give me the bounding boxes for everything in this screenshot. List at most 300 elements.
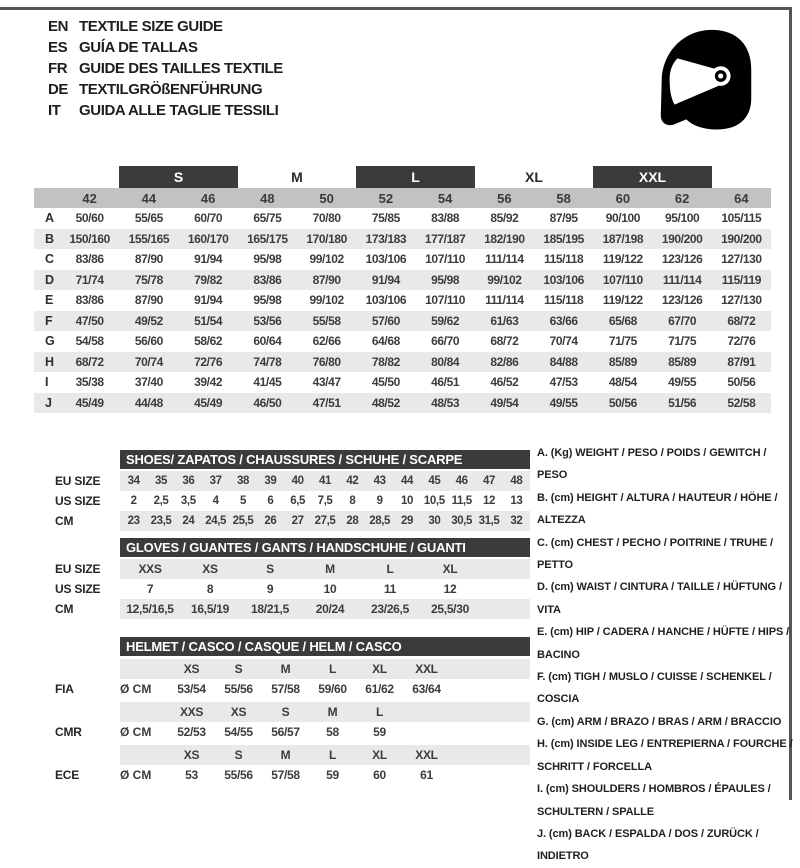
measure-label: Ø CM bbox=[120, 682, 152, 696]
row-values bbox=[120, 579, 530, 599]
table-cell: 41/45 bbox=[253, 375, 282, 390]
table-cell: 48/54 bbox=[608, 375, 637, 390]
row-letter: E bbox=[45, 293, 54, 308]
table-cell: 75/85 bbox=[371, 211, 400, 226]
row-values bbox=[60, 229, 771, 250]
size-label: M bbox=[280, 748, 291, 762]
table-cell: 54/58 bbox=[75, 334, 104, 349]
table-cell: 30 bbox=[428, 515, 441, 527]
table-cell: 45/50 bbox=[371, 375, 400, 390]
language-title-list bbox=[48, 16, 283, 121]
table-cell: 52/53 bbox=[177, 725, 206, 739]
size-number: 64 bbox=[734, 190, 749, 206]
table-cell: 63/64 bbox=[412, 682, 441, 696]
table-cell: 70/80 bbox=[312, 211, 341, 226]
table-cell: 50/56 bbox=[727, 375, 756, 390]
size-group-s: S bbox=[119, 166, 238, 188]
table-cell: 61 bbox=[420, 768, 433, 782]
table-cell: 42 bbox=[346, 475, 359, 487]
table-cell: 46/50 bbox=[253, 395, 282, 410]
row-values bbox=[60, 331, 771, 352]
table-cell: 107/110 bbox=[602, 272, 643, 287]
row-values bbox=[168, 722, 450, 742]
size-number: 54 bbox=[437, 190, 453, 206]
row-letter: C bbox=[45, 252, 55, 267]
table-cell: 160/170 bbox=[187, 231, 229, 246]
table-cell: 28,5 bbox=[369, 515, 391, 527]
size-number: 44 bbox=[141, 190, 157, 206]
measure-label: Ø CM bbox=[120, 725, 152, 739]
table-cell: L bbox=[386, 562, 394, 576]
table-cell: 50/60 bbox=[75, 211, 104, 226]
row-label: EU SIZE bbox=[55, 474, 101, 488]
table-cell: 24,5 bbox=[205, 515, 227, 527]
table-row bbox=[34, 208, 771, 229]
table-cell: 37 bbox=[209, 475, 222, 487]
table-cell: 29 bbox=[400, 515, 413, 527]
table-cell: 32 bbox=[510, 515, 523, 527]
size-label: XXS bbox=[179, 705, 204, 719]
size-label: S bbox=[281, 705, 290, 719]
helmet-value-row-cmr bbox=[34, 722, 530, 742]
table-cell: 27,5 bbox=[314, 515, 336, 527]
table-cell: 39/42 bbox=[194, 375, 223, 390]
table-cell: 6 bbox=[267, 495, 274, 507]
guide-title: TEXTILE SIZE GUIDE bbox=[79, 18, 223, 35]
table-cell: 68/72 bbox=[490, 334, 519, 349]
guide-title: GUIDE DES TAILLES TEXTILE bbox=[79, 60, 283, 77]
table-cell: 99/102 bbox=[309, 252, 344, 267]
table-cell: 182/190 bbox=[484, 231, 525, 246]
table-cell: 25,5 bbox=[232, 515, 254, 527]
table-cell: 170/180 bbox=[306, 231, 347, 246]
language-code: DE bbox=[48, 81, 69, 98]
gloves-header: GLOVES / GUANTES / GANTS / HANDSCHUHE / GUANTI bbox=[120, 538, 530, 557]
row-values bbox=[60, 208, 771, 229]
row-label: US SIZE bbox=[55, 494, 101, 508]
table-cell: 49/55 bbox=[549, 395, 578, 410]
table-cell: 3,5 bbox=[180, 495, 196, 507]
table-cell: 36 bbox=[182, 475, 195, 487]
language-row bbox=[48, 37, 283, 58]
table-cell: 107/110 bbox=[425, 293, 466, 308]
table-cell: 85/89 bbox=[668, 354, 697, 369]
table-cell: 190/200 bbox=[661, 231, 703, 246]
table-row bbox=[34, 311, 771, 332]
table-cell: 70/74 bbox=[549, 334, 578, 349]
legend-item: I. (cm) SHOULDERS / HOMBROS / ÉPAULES / SCHULTERN / SPALLE bbox=[537, 783, 771, 818]
language-row bbox=[48, 16, 283, 37]
legend-item: H. (cm) INSIDE LEG / ENTREPIERNA / FOURCHE / SCHRITT / FORCELLA bbox=[537, 738, 793, 773]
size-number: 50 bbox=[319, 190, 334, 206]
legend-item: B. (cm) HEIGHT / ALTURA / HAUTEUR / HÖHE / ALTEZZA bbox=[537, 491, 778, 527]
table-cell: 61/63 bbox=[490, 313, 519, 328]
size-number: 46 bbox=[200, 190, 216, 206]
table-cell: 105/115 bbox=[721, 211, 762, 226]
row-letter: J bbox=[45, 395, 52, 410]
table-row bbox=[34, 599, 530, 619]
table-cell: 46 bbox=[455, 475, 468, 487]
size-number-band bbox=[34, 188, 771, 208]
table-cell: 87/90 bbox=[134, 252, 163, 267]
table-cell: 45/49 bbox=[194, 395, 223, 410]
table-cell: 187/198 bbox=[602, 231, 644, 246]
table-row bbox=[34, 352, 771, 373]
helmet-header: HELMET / CASCO / CASQUE / HELM / CASCO bbox=[120, 637, 530, 656]
textile-size-table bbox=[34, 166, 771, 413]
language-code: EN bbox=[48, 18, 69, 35]
gloves-size-table bbox=[34, 538, 530, 619]
table-cell: 51/56 bbox=[668, 395, 697, 410]
table-cell: 60/70 bbox=[194, 211, 223, 226]
table-cell: 91/94 bbox=[194, 252, 223, 267]
row-values bbox=[168, 702, 450, 722]
table-cell: S bbox=[266, 562, 274, 576]
table-cell: 71/74 bbox=[75, 272, 104, 287]
table-cell: 30,5 bbox=[451, 515, 473, 527]
size-label: M bbox=[327, 705, 338, 719]
size-number: 56 bbox=[497, 190, 512, 206]
table-row bbox=[34, 270, 771, 291]
helmet-size-row-fia bbox=[34, 659, 530, 679]
table-row bbox=[34, 229, 771, 250]
table-cell: 35 bbox=[154, 475, 167, 487]
table-cell: 23,5 bbox=[150, 515, 172, 527]
row-values bbox=[60, 372, 771, 393]
value-band bbox=[120, 722, 530, 742]
table-cell: 2 bbox=[130, 495, 137, 507]
size-label: L bbox=[328, 748, 337, 762]
table-cell: 10 bbox=[400, 495, 413, 507]
table-cell: XXS bbox=[138, 562, 162, 576]
size-label: S bbox=[234, 662, 243, 676]
standard-label: ECE bbox=[55, 768, 80, 782]
table-cell: 55/56 bbox=[224, 682, 253, 696]
table-cell: 85/89 bbox=[608, 354, 637, 369]
table-cell: 95/98 bbox=[431, 272, 460, 287]
row-values bbox=[168, 765, 450, 785]
table-cell: 38 bbox=[236, 475, 249, 487]
row-label: EU SIZE bbox=[55, 562, 101, 576]
table-cell: XS bbox=[202, 562, 218, 576]
table-cell: 99/102 bbox=[487, 272, 522, 287]
table-cell: 46/52 bbox=[490, 375, 519, 390]
table-cell: 155/165 bbox=[128, 231, 170, 246]
size-label: XL bbox=[372, 662, 387, 676]
shoes-size-table bbox=[34, 450, 530, 531]
table-cell: 83/88 bbox=[431, 211, 460, 226]
table-cell: 44/48 bbox=[134, 395, 163, 410]
table-cell: 48/52 bbox=[371, 395, 400, 410]
table-cell: 84/88 bbox=[549, 354, 578, 369]
legend-item: F. (cm) TIGH / MUSLO / CUISSE / SCHENKEL / COSCIA bbox=[537, 671, 772, 706]
table-cell: 127/130 bbox=[721, 293, 762, 308]
table-cell: 123/126 bbox=[661, 293, 703, 308]
table-cell: 34 bbox=[127, 475, 140, 487]
table-row bbox=[34, 290, 771, 311]
table-cell: 47/50 bbox=[75, 313, 104, 328]
table-cell: 68/72 bbox=[75, 354, 104, 369]
table-cell: 91/94 bbox=[194, 293, 223, 308]
table-cell: 47/53 bbox=[549, 375, 578, 390]
table-cell: 6,5 bbox=[290, 495, 306, 507]
legend-item: G. (cm) ARM / BRAZO / BRAS / ARM / BRACCIO bbox=[537, 715, 782, 728]
table-cell: 53/54 bbox=[177, 682, 206, 696]
table-cell: 111/114 bbox=[662, 272, 702, 287]
table-row bbox=[34, 511, 530, 531]
table-cell: 41 bbox=[318, 475, 331, 487]
value-band bbox=[120, 679, 530, 699]
table-cell: 80/84 bbox=[431, 354, 460, 369]
row-values bbox=[168, 659, 450, 679]
size-number: 60 bbox=[615, 190, 631, 206]
table-cell: 90/100 bbox=[605, 211, 641, 226]
table-cell: 107/110 bbox=[425, 252, 466, 267]
table-cell: 59/62 bbox=[431, 313, 460, 328]
measure-spacer bbox=[120, 745, 168, 765]
table-cell: 150/160 bbox=[69, 231, 110, 246]
language-row bbox=[48, 79, 283, 100]
table-cell: M bbox=[325, 562, 335, 576]
table-cell: 111/114 bbox=[485, 293, 524, 308]
table-cell: 103/106 bbox=[543, 272, 584, 287]
table-cell: 62/66 bbox=[312, 334, 341, 349]
table-cell: 95/100 bbox=[664, 211, 700, 226]
row-letter: D bbox=[45, 272, 55, 287]
table-cell: 72/76 bbox=[727, 334, 756, 349]
helmet-size-row-ece bbox=[34, 745, 530, 765]
row-label bbox=[34, 702, 120, 722]
table-row bbox=[34, 471, 530, 491]
table-cell: 71/75 bbox=[608, 334, 637, 349]
language-row bbox=[48, 58, 283, 79]
table-cell: 59 bbox=[373, 725, 386, 739]
language-code: ES bbox=[48, 39, 68, 56]
table-cell: 25,5/30 bbox=[431, 602, 469, 616]
table-cell: 43 bbox=[373, 475, 386, 487]
table-cell: 123/126 bbox=[661, 252, 703, 267]
table-cell: 103/106 bbox=[365, 293, 407, 308]
table-cell: 79/82 bbox=[194, 272, 223, 287]
table-cell: 40 bbox=[291, 475, 304, 487]
table-cell: 74/78 bbox=[253, 354, 282, 369]
table-cell: 57/58 bbox=[271, 768, 300, 782]
legend-item: J. (cm) BACK / ESPALDA / DOS / ZURÜCK / INDIETRO bbox=[537, 827, 759, 863]
table-cell: 12 bbox=[482, 495, 495, 507]
table-cell: 18/21,5 bbox=[251, 602, 289, 616]
table-cell: 87/90 bbox=[134, 293, 163, 308]
table-cell: 16,5/19 bbox=[191, 602, 229, 616]
row-values bbox=[60, 290, 771, 311]
table-cell: 9 bbox=[376, 495, 383, 507]
table-cell: 37/40 bbox=[134, 375, 163, 390]
table-cell: 63/66 bbox=[549, 313, 578, 328]
table-cell: 66/70 bbox=[431, 334, 460, 349]
table-cell: 7,5 bbox=[317, 495, 333, 507]
table-cell: 31,5 bbox=[478, 515, 500, 527]
table-cell: 8 bbox=[349, 495, 356, 507]
legend-item: A. (Kg) WEIGHT / PESO / POIDS / GEWITCH / PESO bbox=[537, 447, 767, 482]
row-values bbox=[120, 511, 530, 531]
size-number: 62 bbox=[674, 190, 690, 206]
size-label: XXL bbox=[415, 662, 438, 676]
table-cell: 61/62 bbox=[365, 682, 394, 696]
row-label: US SIZE bbox=[55, 582, 101, 596]
table-cell: 55/56 bbox=[224, 768, 253, 782]
table-cell: 82/86 bbox=[490, 354, 519, 369]
table-cell: 55/65 bbox=[134, 211, 163, 226]
size-band bbox=[120, 745, 530, 765]
size-number: 42 bbox=[82, 190, 97, 206]
row-values bbox=[168, 745, 450, 765]
table-cell: 26 bbox=[264, 515, 277, 527]
table-cell: 56/60 bbox=[134, 334, 163, 349]
table-cell: 54/55 bbox=[224, 725, 253, 739]
table-cell: 13 bbox=[510, 495, 523, 507]
legend-item: D. (cm) WAIST / CINTURA / TAILLE / HÜFTUNG / VITA bbox=[537, 581, 782, 616]
table-cell: 48 bbox=[510, 475, 523, 487]
table-cell: XL bbox=[442, 562, 458, 576]
row-letter: I bbox=[45, 375, 49, 390]
table-cell: 185/195 bbox=[543, 231, 584, 246]
table-row bbox=[34, 579, 530, 599]
standard-label: CMR bbox=[55, 725, 82, 739]
guide-title: GUIDA ALLE TAGLIE TESSILI bbox=[79, 102, 279, 119]
row-values bbox=[120, 559, 530, 579]
helmet-size-row-cmr bbox=[34, 702, 530, 722]
table-cell: 59/60 bbox=[318, 682, 347, 696]
table-cell: 9 bbox=[266, 582, 274, 596]
table-cell: 56/57 bbox=[271, 725, 300, 739]
row-values bbox=[60, 249, 771, 270]
helmet-size-table bbox=[34, 637, 530, 785]
table-cell: 5 bbox=[239, 495, 246, 507]
table-cell: 50/56 bbox=[608, 395, 637, 410]
table-cell: 190/200 bbox=[721, 231, 762, 246]
language-code: FR bbox=[48, 60, 68, 77]
table-cell: 8 bbox=[206, 582, 214, 596]
table-cell: 53 bbox=[185, 768, 198, 782]
row-values bbox=[120, 599, 530, 619]
table-cell: 51/54 bbox=[194, 313, 223, 328]
table-cell: 48/53 bbox=[431, 395, 460, 410]
measure-spacer bbox=[120, 659, 168, 679]
helmet-icon bbox=[646, 20, 766, 138]
row-letter: A bbox=[45, 211, 55, 226]
table-cell: 23 bbox=[127, 515, 140, 527]
table-cell: 7 bbox=[146, 582, 154, 596]
size-group-l: L bbox=[356, 166, 475, 188]
table-cell: 57/58 bbox=[271, 682, 300, 696]
table-cell: 70/74 bbox=[134, 354, 163, 369]
size-label: XS bbox=[183, 748, 200, 762]
table-cell: 47/51 bbox=[312, 395, 341, 410]
table-cell: 76/80 bbox=[312, 354, 341, 369]
table-cell: 119/122 bbox=[602, 293, 643, 308]
table-row bbox=[34, 491, 530, 511]
table-cell: 87/90 bbox=[312, 272, 341, 287]
table-cell: 2,5 bbox=[153, 495, 169, 507]
legend-item: E. (cm) HIP / CADERA / HANCHE / HÜFTE / HIPS / BACINO bbox=[537, 626, 790, 661]
table-cell: 35/38 bbox=[75, 375, 104, 390]
size-label: XL bbox=[372, 748, 387, 762]
table-cell: 58 bbox=[326, 725, 339, 739]
table-cell: 28 bbox=[346, 515, 359, 527]
row-letter: B bbox=[45, 231, 55, 246]
legend-item: C. (cm) CHEST / PECHO / POITRINE / TRUHE / PETTO bbox=[537, 536, 773, 572]
size-group-header bbox=[60, 166, 771, 188]
table-cell: 65/75 bbox=[253, 211, 282, 226]
table-cell: 71/75 bbox=[668, 334, 697, 349]
table-cell: 165/175 bbox=[247, 231, 288, 246]
table-row bbox=[34, 249, 771, 270]
table-cell: 78/82 bbox=[371, 354, 400, 369]
table-cell: 99/102 bbox=[309, 293, 344, 308]
size-label: XXL bbox=[415, 748, 438, 762]
row-label: CM bbox=[55, 602, 74, 616]
measure-spacer bbox=[120, 702, 168, 722]
size-label: XS bbox=[183, 662, 200, 676]
table-cell: 4 bbox=[212, 495, 219, 507]
table-cell: 95/98 bbox=[253, 252, 282, 267]
table-cell: 11 bbox=[383, 582, 397, 596]
table-cell: 83/86 bbox=[75, 252, 104, 267]
row-label bbox=[34, 745, 120, 765]
size-label: M bbox=[280, 662, 291, 676]
size-band bbox=[120, 702, 530, 722]
row-values bbox=[168, 679, 450, 699]
table-cell: 60 bbox=[373, 768, 386, 782]
table-cell: 49/54 bbox=[490, 395, 519, 410]
table-cell: 72/76 bbox=[194, 354, 223, 369]
table-cell: 55/58 bbox=[312, 313, 341, 328]
language-row bbox=[48, 100, 283, 121]
size-number-cells bbox=[60, 188, 771, 208]
guide-title: GUÍA DE TALLAS bbox=[79, 39, 198, 56]
row-values bbox=[120, 491, 530, 511]
top-border-line bbox=[0, 7, 792, 10]
table-cell: 20/24 bbox=[315, 602, 345, 616]
table-cell: 52/58 bbox=[727, 395, 756, 410]
table-cell: 68/72 bbox=[727, 313, 756, 328]
table-cell: 58/62 bbox=[194, 334, 223, 349]
table-cell: 173/183 bbox=[365, 231, 407, 246]
table-cell: 119/122 bbox=[602, 252, 643, 267]
table-cell: 44 bbox=[400, 475, 413, 487]
size-number: 58 bbox=[556, 190, 571, 206]
size-group-xl: XL bbox=[525, 169, 543, 185]
table-cell: 87/95 bbox=[549, 211, 578, 226]
row-values bbox=[120, 471, 530, 491]
helmet-value-row-ece bbox=[34, 765, 530, 785]
table-cell: 10 bbox=[323, 582, 337, 596]
row-label bbox=[34, 659, 120, 679]
table-cell: 95/98 bbox=[253, 293, 282, 308]
table-cell: 49/52 bbox=[134, 313, 163, 328]
table-cell: 57/60 bbox=[371, 313, 400, 328]
size-number: 48 bbox=[260, 190, 275, 206]
table-cell: 60/64 bbox=[253, 334, 282, 349]
table-cell: 64/68 bbox=[371, 334, 400, 349]
size-label: S bbox=[234, 748, 243, 762]
measurement-legend bbox=[537, 442, 793, 868]
size-label: L bbox=[328, 662, 337, 676]
size-band bbox=[120, 659, 530, 679]
table-cell: 83/86 bbox=[75, 293, 104, 308]
size-group-m: M bbox=[291, 169, 303, 185]
row-label: CM bbox=[55, 514, 74, 528]
table-cell: 59 bbox=[326, 768, 339, 782]
